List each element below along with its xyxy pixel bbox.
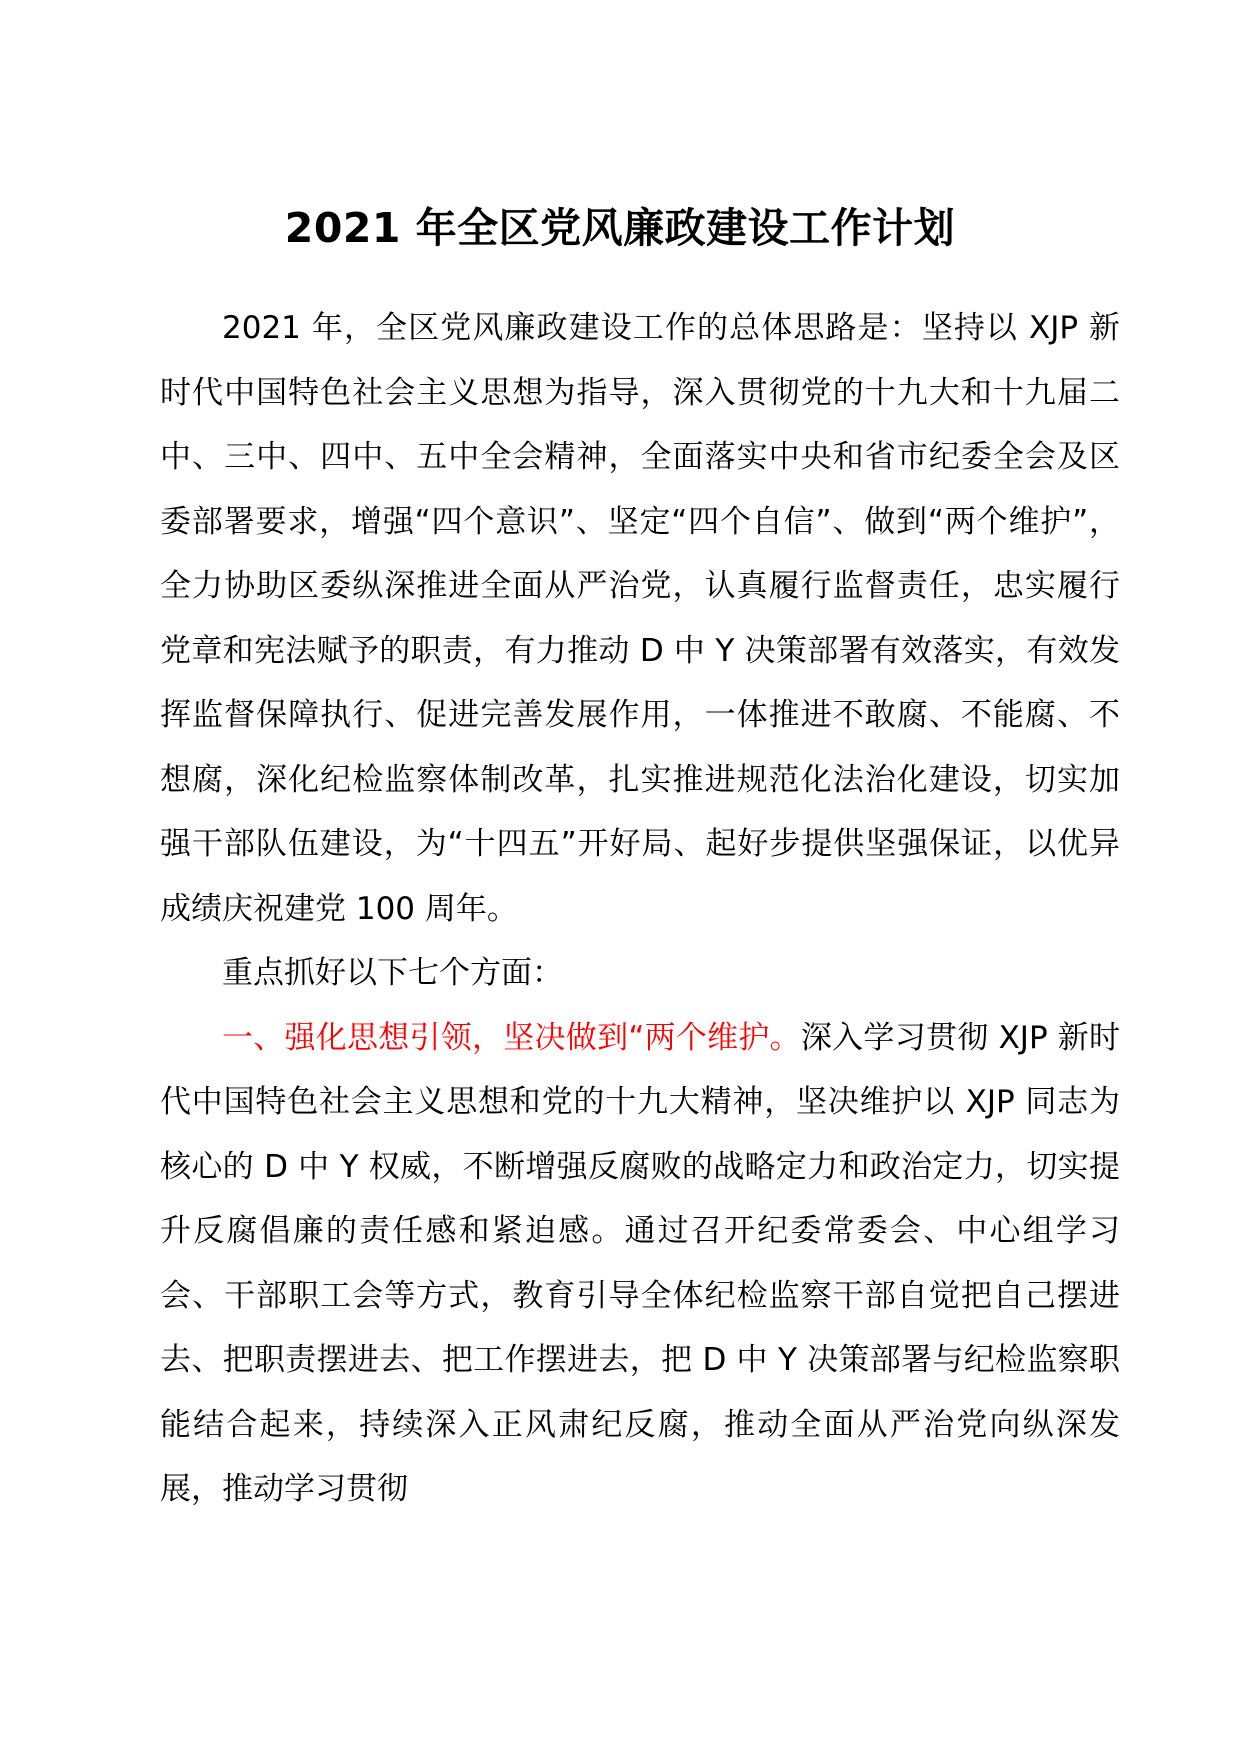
section-1-body: 深入学习贯彻 XJP 新时代中国特色社会主义思想和党的十九大精神，坚决维护以 XJP 同志为核心的 D 中 Y 权威，不断增强反腐败的战略定力和政治定力，切实提升反腐倡廉的责任感和紧迫感。通过召开纪委常委会、中心组学习会、干部职工会等方式，教育引导全体纪检监察干部自觉把自己摆进去、把职责摆进去、把工作摆进去，把 D 中 Y 决策部署与纪检监察职能结合起来，持续深入正风肃纪反腐，推动全面从严治党向纵深发展，推动学习贯彻 <box>160 1019 1121 1507</box>
intro-paragraph: 2021 年，全区党风廉政建设工作的总体思路是：坚持以 XJP 新时代中国特色社会主义思想为指导，深入贯彻党的十九大和十九届二中、三中、四中、五中全会精神，全面落实中央和省市纪委全会及区委部署要求，增强“四个意识”、坚定“四个自信”、做到“两个维护”，全力协助区委纵深推进全面从严治党，认真履行监督责任，忠实履行党章和宪法赋予的职责，有力推动 D 中 Y 决策部署有效落实，有效发挥监督保障执行、促进完善发展作用，一体推进不敢腐、不能腐、不想腐，深化纪检监察体制改革，扎实推进规范化法治化建设，切实加强干部队伍建设，为“十四五”开好局、起好步提供坚强保证，以优异成绩庆祝建党 100 周年。 <box>160 310 1120 927</box>
section-1-paragraph <box>160 1006 1120 1522</box>
summary-paragraph: 重点抓好以下七个方面： <box>222 955 563 991</box>
document-title: 2021 年全区党风廉政建设工作计划 <box>284 204 956 252</box>
section-1-heading: 一、强化思想引领，坚决做到“两个维护。 <box>222 1019 801 1056</box>
document-body <box>160 296 1120 1522</box>
